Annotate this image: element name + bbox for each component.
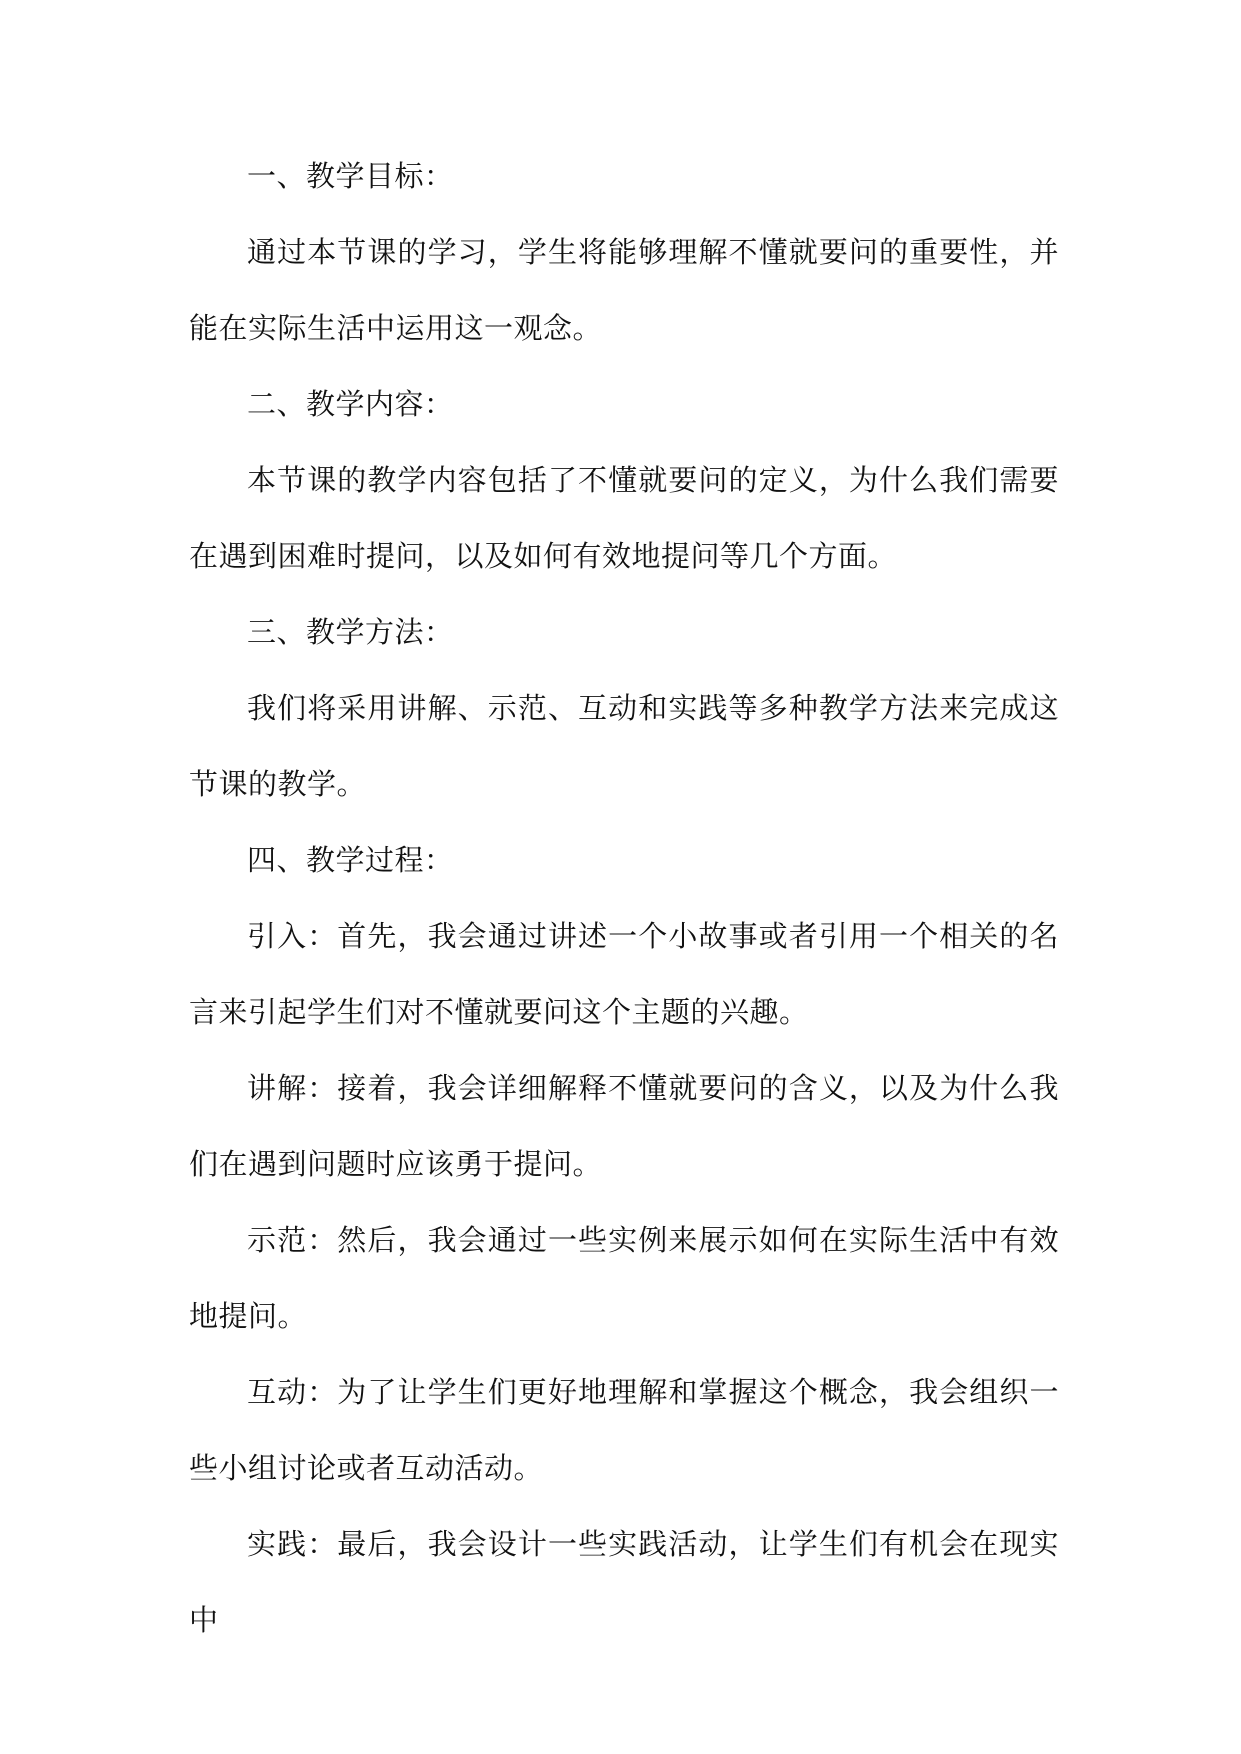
paragraph-demonstration: 示范：然后，我会通过一些实例来展示如何在实际生活中有效地提问。 [189,1223,1059,1333]
paragraph-interaction: 互动：为了让学生们更好地理解和掌握这个概念，我会组织一些小组讨论或者互动活动。 [189,1375,1059,1485]
section-heading-methods: 三、教学方法： [247,615,454,649]
section-heading-objectives: 一、教学目标： [247,159,454,193]
section-heading-process: 四、教学过程： [247,843,454,877]
paragraph-explanation: 讲解：接着，我会详细解释不懂就要问的含义，以及为什么我们在遇到问题时应该勇于提问。 [189,1071,1059,1181]
document-body [189,138,1059,1658]
paragraph-objectives: 通过本节课的学习，学生将能够理解不懂就要问的重要性，并能在实际生活中运用这一观念。 [189,235,1059,345]
paragraph-practice: 实践：最后，我会设计一些实践活动，让学生们有机会在现实中 [189,1527,1059,1637]
paragraph-methods: 我们将采用讲解、示范、互动和实践等多种教学方法来完成这节课的教学。 [189,691,1059,801]
section-heading-content: 二、教学内容： [247,387,454,421]
paragraph-content: 本节课的教学内容包括了不懂就要问的定义，为什么我们需要在遇到困难时提问，以及如何有效地提问等几个方面。 [189,463,1059,573]
paragraph-introduction: 引入：首先，我会通过讲述一个小故事或者引用一个相关的名言来引起学生们对不懂就要问这个主题的兴趣。 [189,919,1059,1029]
